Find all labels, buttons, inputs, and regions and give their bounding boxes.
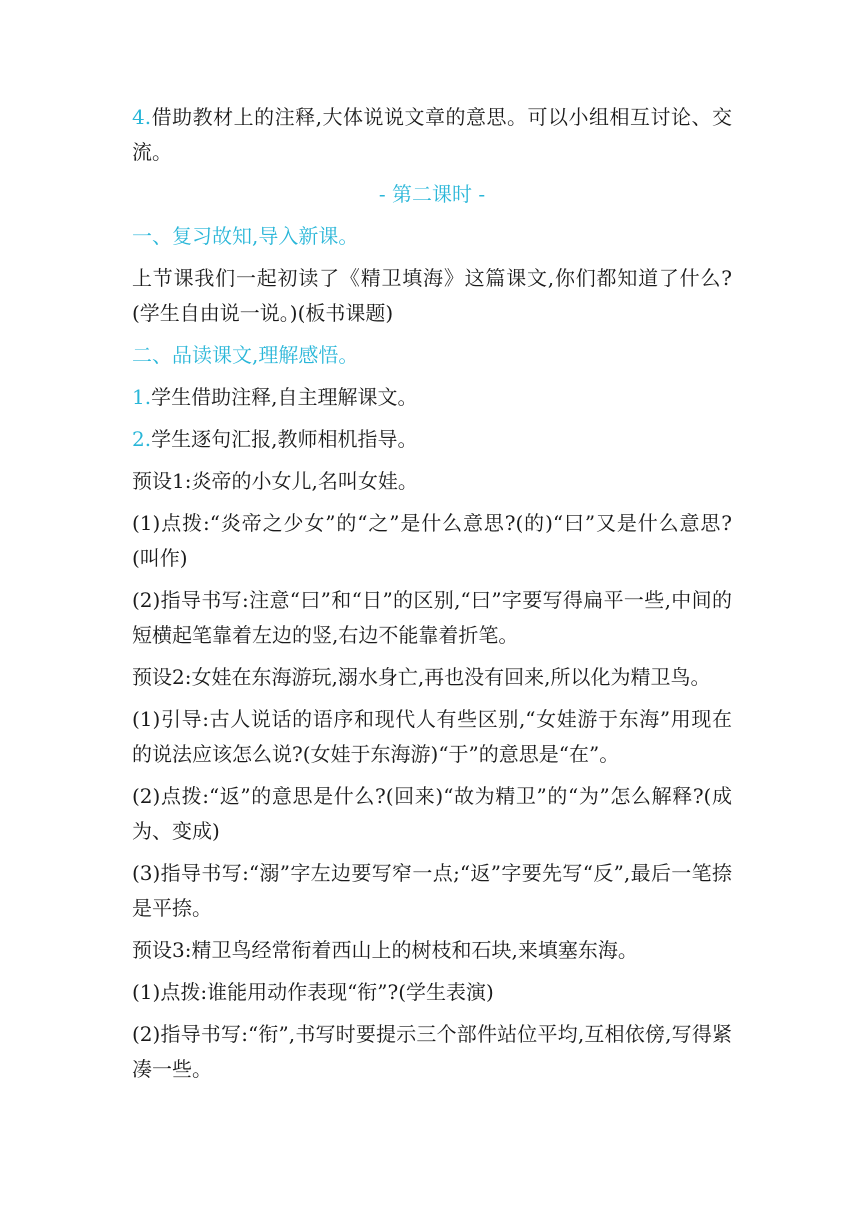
preset3-point1: (1)点拨:谁能用动作表现“衔”?(学生表演) [132,980,494,1004]
section1-paragraph: 上节课我们一起初读了《精卫填海》这篇课文,你们都知道了什么?(学生自由说一说。)(板书课题) [132,266,732,325]
preset1-point1: (1)点拨:“炎帝之少女”的“之”是什么意思?(的)“曰”又是什么意思?(叫作) [132,511,732,570]
preset1-point2: (2)指导书写:注意“曰”和“日”的区别,“曰”字要写得扁平一些,中间的短横起笔靠着左边的竖,右边不能靠着折笔。 [132,588,732,647]
intro-paragraph [132,100,732,170]
step-1-number: 1. [132,385,152,409]
lesson-title: - 第二课时 - [378,182,486,206]
section2-heading: 二、品读课文,理解感悟。 [132,343,359,367]
intro-text: 借助教材上的注释,大体说说文章的意思。可以小组相互讨论、交流。 [132,105,732,164]
document-page [132,100,732,1094]
intro-number: 4. [132,105,152,129]
preset1-title: 预设1:炎帝的小女儿,名叫女娃。 [132,469,418,493]
preset3-point2: (2)指导书写:“衔”,书写时要提示三个部件站位平均,互相依傍,写得紧凑一些。 [132,1022,732,1081]
preset2-title: 预设2:女娃在东海游玩,溺水身亡,再也没有回来,所以化为精卫鸟。 [132,665,711,689]
step-1-text: 学生借助注释,自主理解课文。 [151,385,418,409]
preset2-point2: (2)点拨:“返”的意思是什么?(回来)“故为精卫”的“为”怎么解释?(成为、变成) [132,784,732,843]
section1-heading: 一、复习故知,导入新课。 [132,224,359,248]
preset2-point1: (1)引导:古人说话的语序和现代人有些区别,“女娃游于东海”用现在的说法应该怎么说?(女娃于东海游)“于”的意思是“在”。 [132,707,732,766]
step-2-text: 学生逐句汇报,教师相机指导。 [151,427,418,451]
step-1 [132,380,732,415]
step-2-number: 2. [132,427,152,451]
preset3-title: 预设3:精卫鸟经常衔着西山上的树枝和石块,来填塞东海。 [132,938,638,962]
step-2 [132,422,732,457]
preset2-point3: (3)指导书写:“溺”字左边要写窄一点;“返”字要先写“反”,最后一笔捺是平捺。 [132,861,732,920]
